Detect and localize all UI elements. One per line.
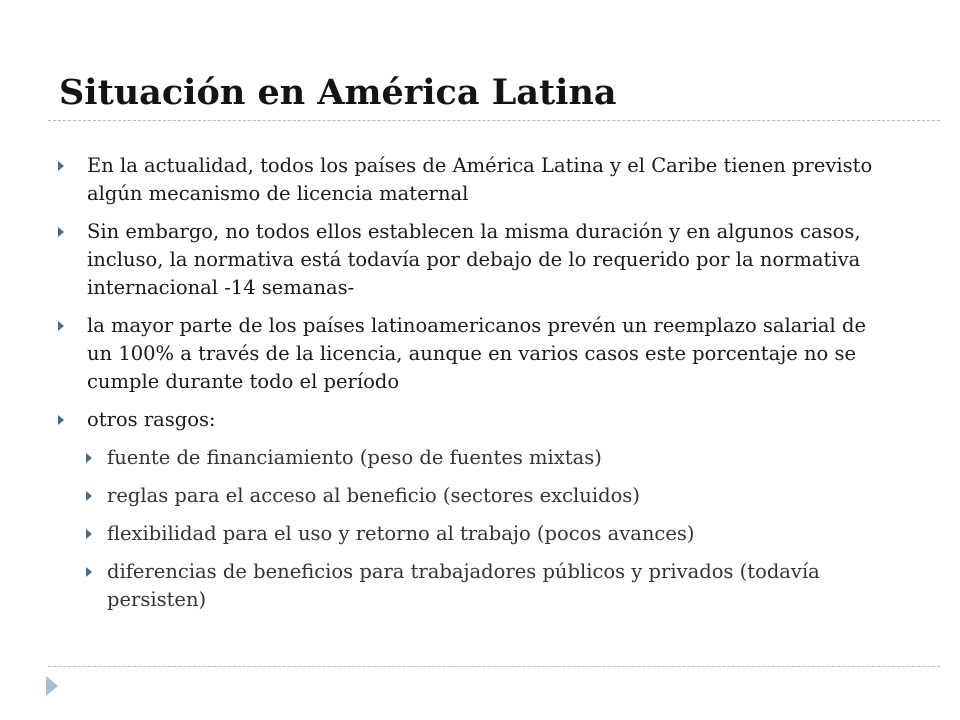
bullet-item xyxy=(58,218,888,302)
triangle-right-icon xyxy=(86,529,92,539)
triangle-right-icon xyxy=(58,415,64,425)
bullet-list xyxy=(58,152,888,624)
bullet-item xyxy=(58,312,888,396)
sub-bullet-text: flexibilidad para el uso y retorno al trabajo (pocos avances) xyxy=(107,522,695,545)
slide-title: Situación en América Latina xyxy=(59,72,617,113)
sub-bullet-text: diferencias de beneficios para trabajadores públicos y privados (todavía persisten) xyxy=(107,560,820,611)
triangle-right-icon xyxy=(58,321,64,331)
bullet-item xyxy=(58,406,888,434)
sub-bullet-text: reglas para el acceso al beneficio (sectores excluidos) xyxy=(107,484,640,507)
sub-bullet-item xyxy=(58,444,888,472)
footer-divider xyxy=(48,666,940,667)
sub-bullet-list xyxy=(58,444,888,614)
sub-bullet-item xyxy=(58,558,888,614)
sub-bullet-item xyxy=(58,520,888,548)
bullet-text: En la actualidad, todos los países de América Latina y el Caribe tienen previsto algún mecanismo de licencia maternal xyxy=(87,154,873,205)
triangle-right-icon xyxy=(86,453,92,463)
bullet-text: la mayor parte de los países latinoamericanos prevén un reemplazo salarial de un 100% a través de la licencia, aunque en varios casos este porcentaje no se cumple durante todo el período xyxy=(87,314,867,393)
title-divider xyxy=(48,120,940,121)
triangle-right-icon xyxy=(58,227,64,237)
bullet-item xyxy=(58,152,888,208)
sub-bullet-text: fuente de financiamiento (peso de fuentes mixtas) xyxy=(107,446,602,469)
triangle-right-icon xyxy=(86,567,92,577)
triangle-right-icon xyxy=(46,676,58,696)
bullet-text: otros rasgos: xyxy=(87,408,216,431)
triangle-right-icon xyxy=(58,161,64,171)
triangle-right-icon xyxy=(86,491,92,501)
bullet-text: Sin embargo, no todos ellos establecen la misma duración y en algunos casos, incluso, la normativa está todavía por debajo de lo requerido por la normativa internacional -14 semanas- xyxy=(87,220,861,299)
sub-bullet-item xyxy=(58,482,888,510)
